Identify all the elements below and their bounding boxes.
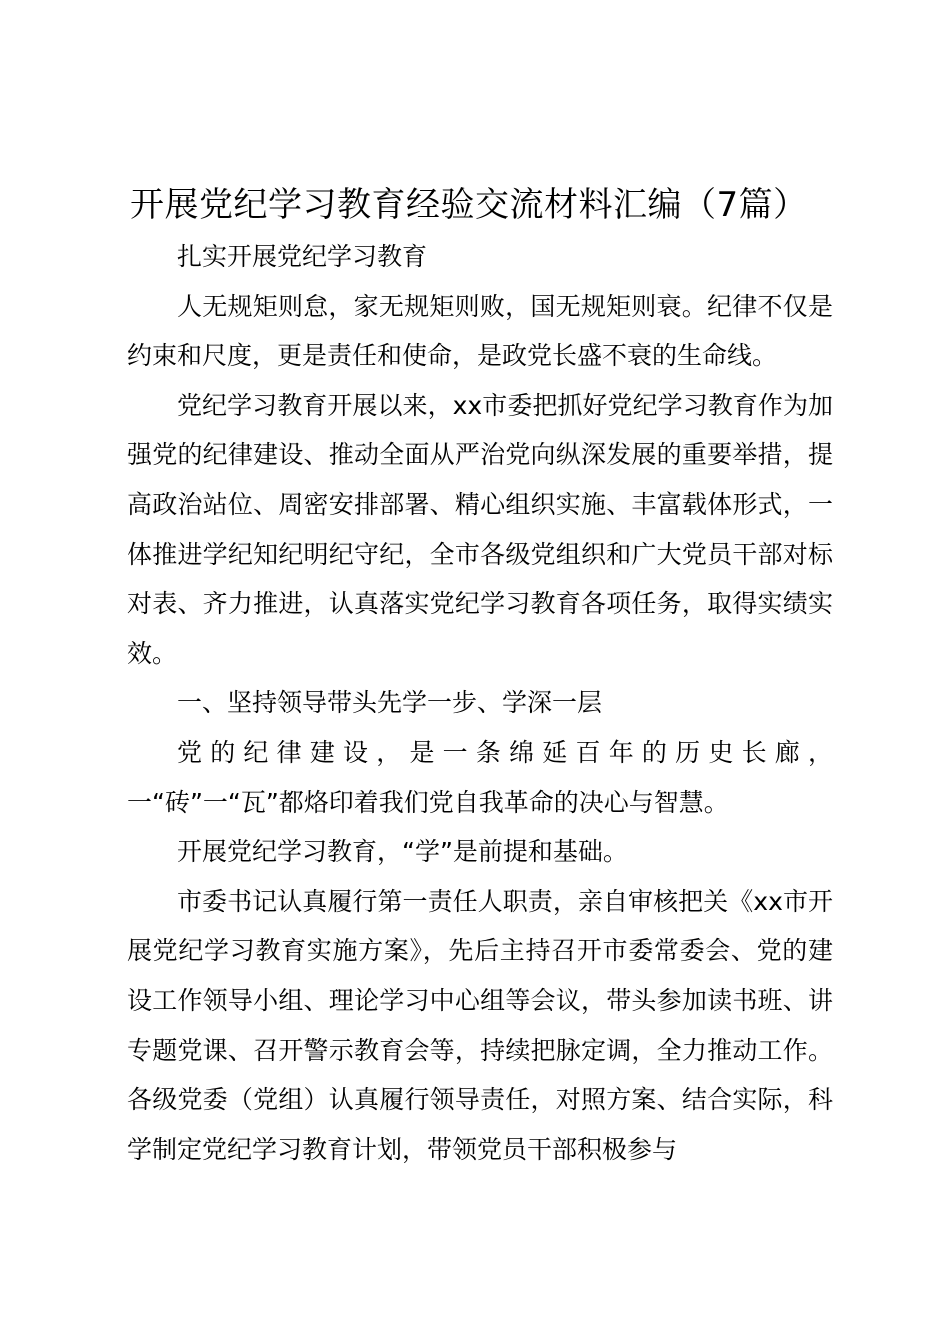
document-title: 开展党纪学习教育经验交流材料汇编（7篇） [130, 185, 808, 225]
section-heading: 一、坚持领导带头先学一步、学深一层 [177, 688, 603, 718]
body-paragraph: 市委书记认真履行第一责任人职责，亲自审核把关《xx市开展党纪学习教育实施方案》，先后主持召开市委常委会、党的建设工作领导小组、理论学习中心组等会议，带头参加读书班、讲专题党课、召开警示教育会等，持续把脉定调，全力推动工作。各级党委（党组）认真履行领导责任，对照方案、结合实际，科学制定党纪学习教育计划，带领党员干部积极参与 [127, 886, 833, 1164]
document-body [127, 232, 833, 1174]
subtitle-paragraph: 扎实开展党纪学习教育 [177, 242, 428, 271]
body-paragraph: 人无规矩则怠，家无规矩则败，国无规矩则衰。纪律不仅是约束和尺度，更是责任和使命，是政党长盛不衰的生命线。 [127, 291, 833, 371]
body-paragraph: 开展党纪学习教育，“学”是前提和基础。 [177, 837, 628, 867]
body-paragraph: 党的纪律建设，是一条绵延百年的历史长廊，一“砖”一“瓦”都烙印着我们党自我革命的决心与智慧。 [127, 737, 833, 817]
body-paragraph: 党纪学习教育开展以来，xx市委把抓好党纪学习教育作为加强党的纪律建设、推动全面从严治党向纵深发展的重要举措，提高政治站位、周密安排部署、精心组织实施、丰富载体形式，一体推进学纪知纪明纪守纪，全市各级党组织和广大党员干部对标对表、齐力推进，认真落实党纪学习教育各项任务，取得实绩实效。 [127, 390, 833, 668]
